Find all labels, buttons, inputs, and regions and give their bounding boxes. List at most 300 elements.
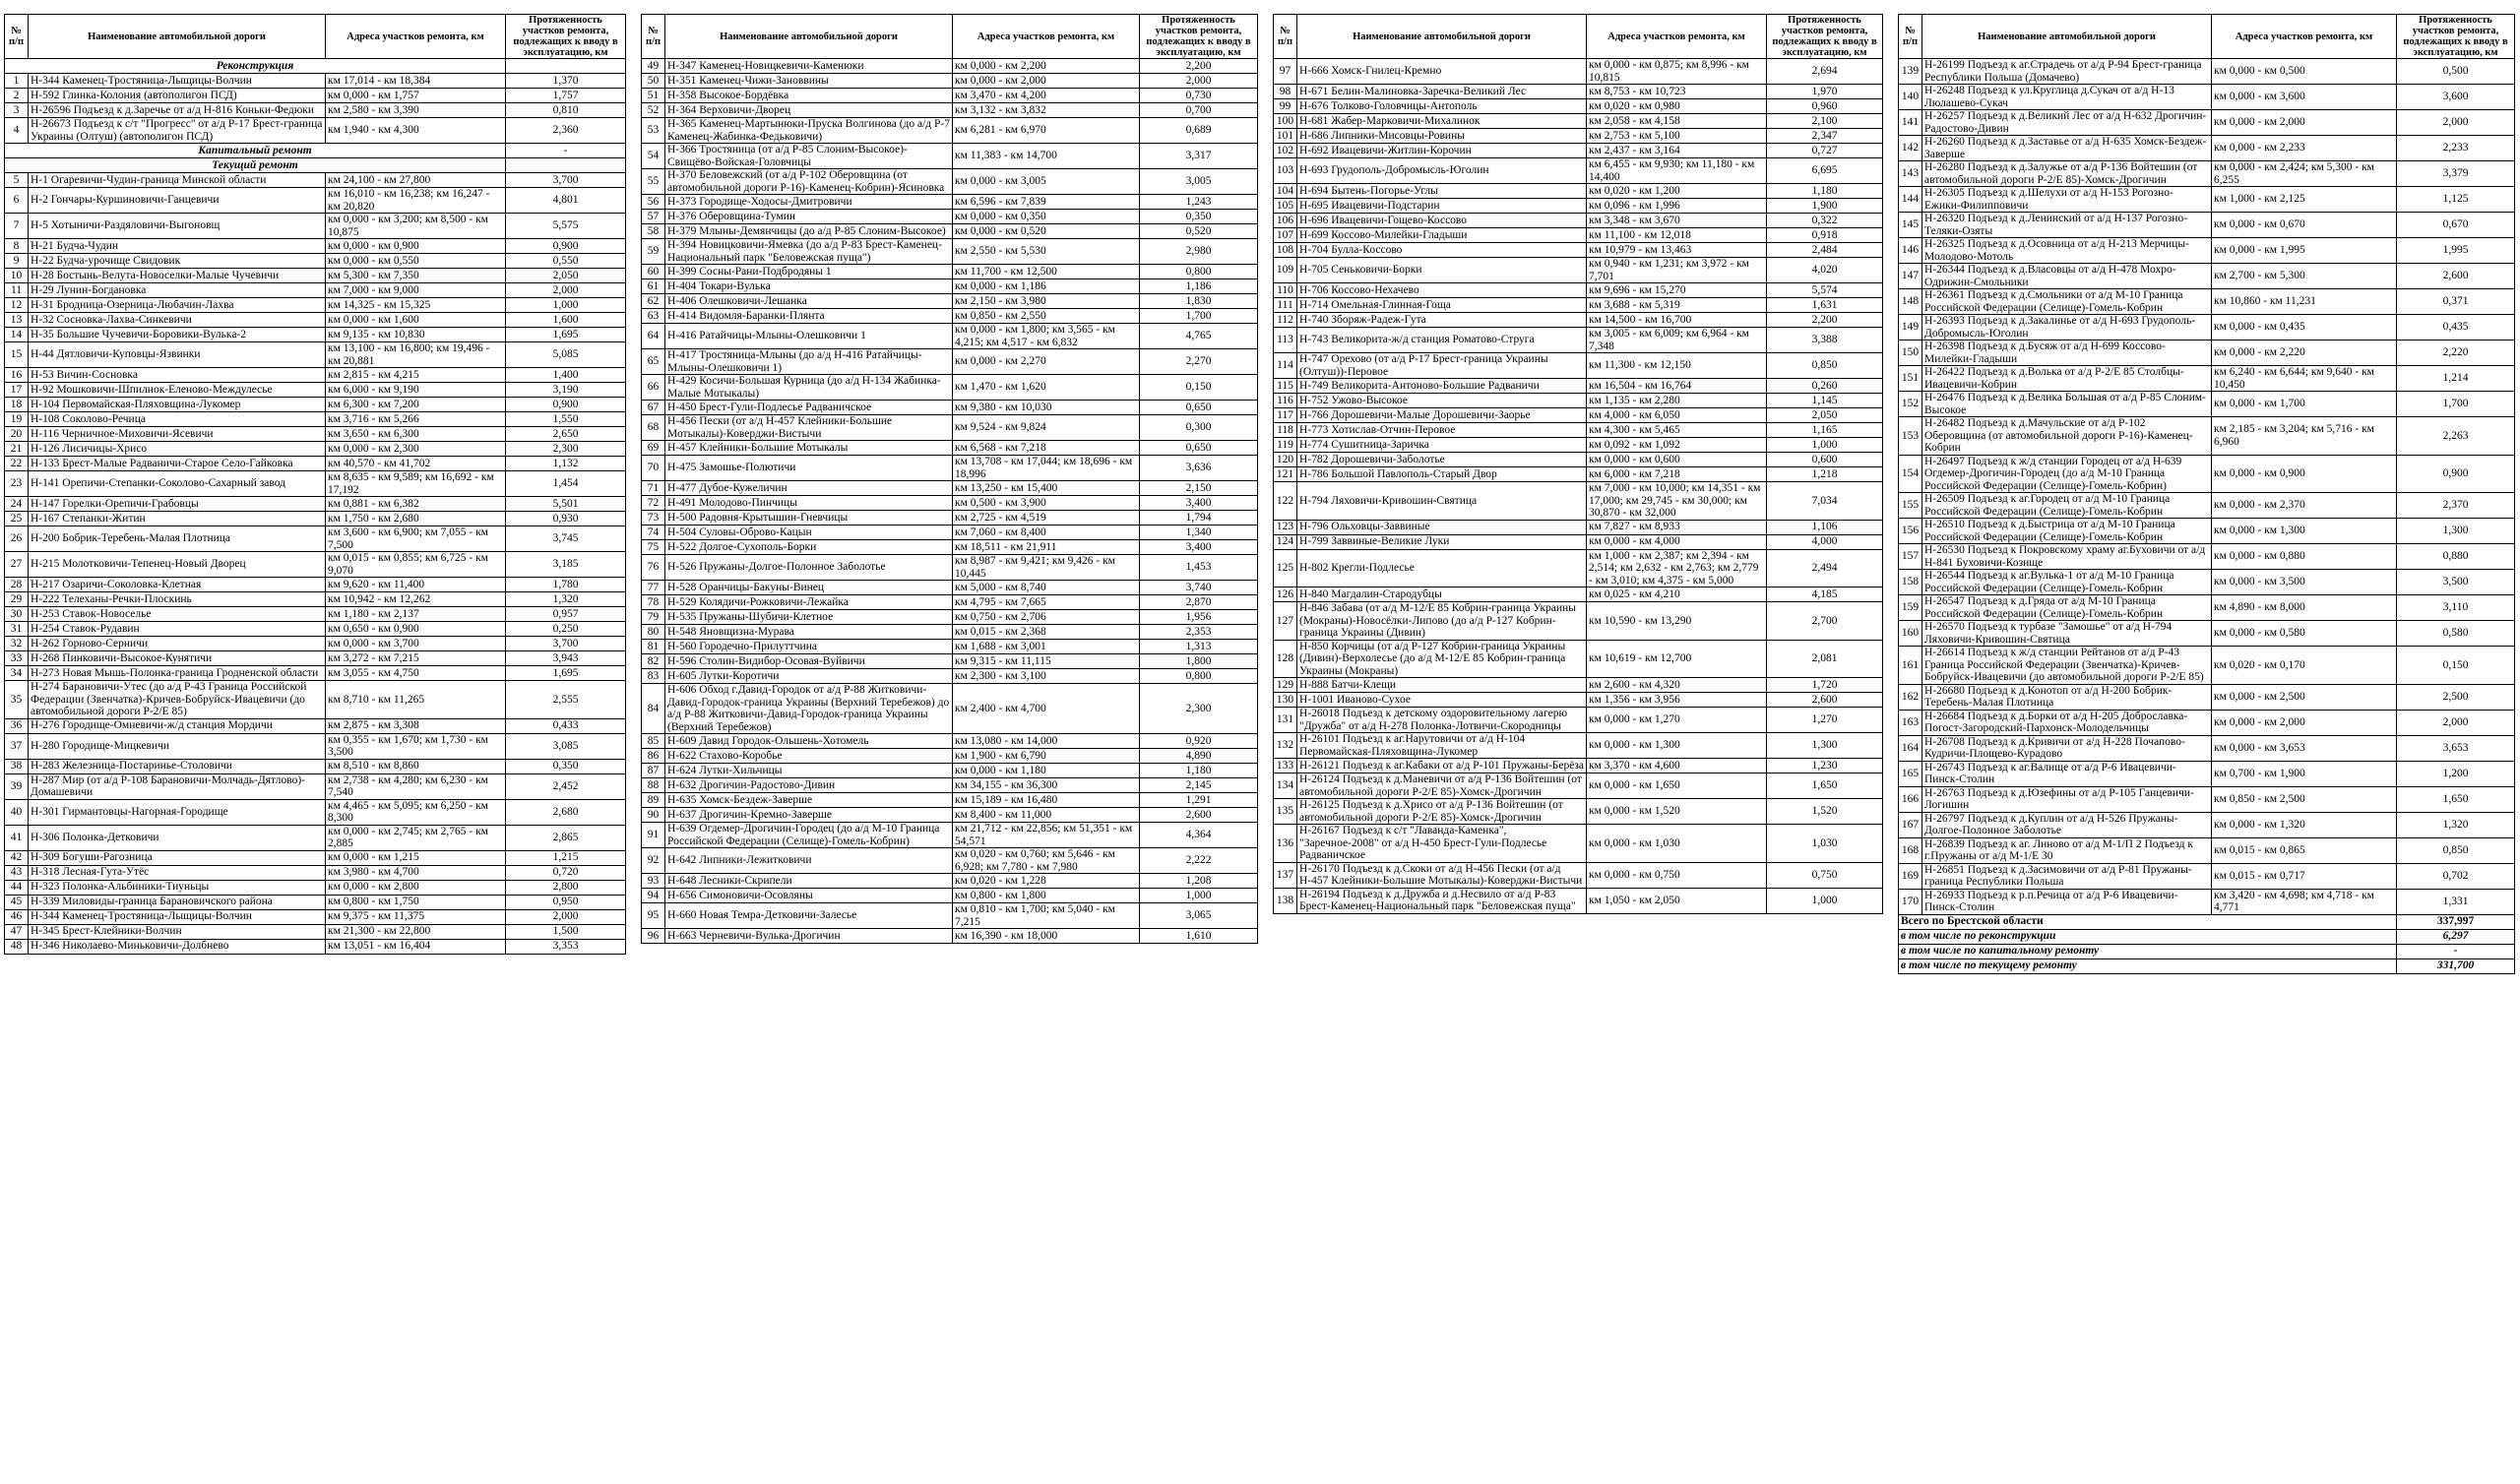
- addr-cell: км 8,510 - км 8,860: [326, 759, 506, 773]
- road-cell: Н-782 Дорошевичи-Заболотье: [1297, 453, 1587, 467]
- addr-cell: км 2,738 - км 4,280; км 6,230 - км 7,540: [326, 773, 506, 799]
- road-cell: Н-766 Дорошевичи-Малые Дорошевичи-Заорье: [1297, 408, 1587, 423]
- length-cell: 1,000: [1140, 889, 1258, 903]
- addr-cell: км 1,135 - км 2,280: [1587, 394, 1767, 408]
- length-cell: 2,494: [1767, 549, 1883, 587]
- road-cell: Н-417 Тростяница-Млыны (до а/д Н-416 Ратайчицы-Млыны-Олешковичи 1): [665, 349, 953, 375]
- table-row: [642, 118, 1258, 144]
- length-cell: 1,291: [1140, 793, 1258, 808]
- length-cell: 0,930: [506, 512, 626, 526]
- length-cell: 2,263: [2397, 417, 2515, 456]
- table-row: [5, 298, 626, 313]
- addr-cell: км 0,000 - км 1,030: [1587, 825, 1767, 863]
- road-cell: Н-283 Железница-Постаринье-Столовичи: [29, 759, 326, 773]
- table-row: [1274, 184, 1883, 199]
- road-cell: Н-414 Видомля-Баранки-Плянта: [665, 309, 953, 324]
- num-cell: 70: [642, 456, 665, 481]
- addr-cell: км 13,708 - км 17,044; км 18,696 - км 18,996: [953, 456, 1140, 481]
- length-cell: 2,270: [1140, 349, 1258, 375]
- row-label: в том числе по реконструкции: [1899, 929, 2397, 944]
- length-cell: 2,222: [1140, 848, 1258, 874]
- num-cell: 124: [1274, 534, 1297, 549]
- length-cell: 3,005: [1140, 169, 1258, 195]
- num-cell: 141: [1899, 110, 1922, 136]
- addr-cell: км 2,150 - км 3,980: [953, 294, 1140, 309]
- addr-cell: км 13,250 - км 15,400: [953, 481, 1140, 496]
- num-cell: 11: [5, 283, 29, 298]
- length-cell: 1,631: [1767, 298, 1883, 313]
- table-header-row: [1899, 15, 2515, 59]
- road-cell: Н-548 Яновщизна-Мурава: [665, 625, 953, 640]
- length-cell: 1,132: [506, 457, 626, 471]
- table-row: [1899, 621, 2515, 647]
- table-row: [5, 471, 626, 497]
- table-row: [642, 496, 1258, 511]
- num-cell: 15: [5, 342, 29, 368]
- num-cell: 105: [1274, 199, 1297, 214]
- addr-cell: км 2,725 - км 4,519: [953, 511, 1140, 526]
- length-cell: 337,997: [2397, 914, 2515, 929]
- num-cell: 119: [1274, 438, 1297, 453]
- addr-cell: км 8,400 - км 11,000: [953, 808, 1140, 823]
- addr-cell: км 0,020 - км 1,228: [953, 874, 1140, 889]
- num-cell: 132: [1274, 733, 1297, 759]
- length-cell: 1,610: [1140, 929, 1258, 944]
- table-row: [5, 865, 626, 880]
- length-cell: 3,317: [1140, 144, 1258, 169]
- addr-cell: км 40,570 - км 41,702: [326, 457, 506, 471]
- table-row: [1899, 161, 2515, 187]
- road-cell: Н-26325 Подъезд к д.Осовница от а/д Н-213 Мерчицы-Молодово-Мотоль: [1922, 238, 2212, 264]
- num-cell: 170: [1899, 889, 1922, 914]
- road-cell: Н-280 Городище-Мицкевичи: [29, 733, 326, 759]
- length-cell: 2,233: [2397, 136, 2515, 161]
- addr-cell: км 4,465 - км 5,095; км 6,250 - км 8,300: [326, 799, 506, 825]
- addr-cell: км 8,987 - км 9,421; км 9,426 - км 10,445: [953, 555, 1140, 581]
- length-cell: 2,050: [506, 269, 626, 283]
- road-cell: Н-147 Горелки-Орепичи-Грабовцы: [29, 497, 326, 512]
- road-cell: Н-26708 Подъезд к д.Кривичи от а/д Н-228 Почапово-Кудричи-Площево-Курадово: [1922, 735, 2212, 761]
- length-cell: 0,371: [2397, 289, 2515, 315]
- length-cell: 2,700: [1767, 602, 1883, 641]
- length-cell: 0,920: [1140, 734, 1258, 749]
- road-cell: Н-92 Мошковичи-Шпилнок-Еленово-Междулесье: [29, 383, 326, 398]
- num-cell: 16: [5, 368, 29, 383]
- table-row: [5, 681, 626, 719]
- length-cell: 2,555: [506, 681, 626, 719]
- num-cell: 162: [1899, 684, 1922, 710]
- table-row: [5, 637, 626, 651]
- length-cell: 1,650: [2397, 786, 2515, 812]
- length-cell: 1,500: [506, 924, 626, 939]
- table-row: [5, 412, 626, 427]
- addr-cell: км 0,800 - км 1,800: [953, 889, 1140, 903]
- table-row: [1274, 759, 1883, 773]
- addr-cell: км 1,050 - км 2,050: [1587, 888, 1767, 913]
- road-cell: Н-624 Лутки-Хильчицы: [665, 764, 953, 778]
- table-row: [1274, 129, 1883, 144]
- length-cell: 2,360: [506, 118, 626, 144]
- num-cell: 37: [5, 733, 29, 759]
- road-cell: Н-26614 Подъезд к ж/д станции Рейтанов от а/д Р-43 Граница Российской Федерации (Звенчатка)-Кричев-Бобруйск-Ивацевичи (до автомобильной дороги Р-2/Е 85): [1922, 647, 2212, 685]
- length-cell: 0,260: [1767, 379, 1883, 394]
- num-cell: 97: [1274, 59, 1297, 85]
- length-cell: 1,695: [506, 666, 626, 681]
- road-cell: Н-605 Лутки-Коротичи: [665, 669, 953, 684]
- addr-cell: км 3,420 - км 4,698; км 4,718 - км 4,771: [2212, 889, 2397, 914]
- addr-cell: км 3,005 - км 6,009; км 6,964 - км 7,348: [1587, 328, 1767, 353]
- table-row: [1274, 453, 1883, 467]
- road-cell: Н-642 Липники-Лежитковичи: [665, 848, 953, 874]
- table-row: [5, 607, 626, 622]
- road-cell: Н-373 Городище-Ходосы-Дмитровичи: [665, 195, 953, 210]
- table-row: [642, 59, 1258, 74]
- num-cell: 30: [5, 607, 29, 622]
- num-cell: 2: [5, 89, 29, 103]
- num-cell: 49: [642, 59, 665, 74]
- length-cell: 2,600: [1767, 693, 1883, 708]
- length-cell: 1,030: [1767, 825, 1883, 863]
- table-row: [5, 895, 626, 909]
- road-cell: Н-26763 Подъезд к д.Юзефины от а/д Р-105 Ганцевичи-Логишин: [1922, 786, 2212, 812]
- num-cell: 34: [5, 666, 29, 681]
- length-cell: 2,452: [506, 773, 626, 799]
- num-cell: 58: [642, 224, 665, 239]
- addr-cell: км 2,058 - км 4,158: [1587, 114, 1767, 129]
- road-cell: Н-26361 Подъезд к д.Смольники от а/д М-10 Граница Российской Федерации (Селище)-Гомель-Кобрин: [1922, 289, 2212, 315]
- length-cell: 0,850: [1767, 353, 1883, 379]
- road-cell: Н-21 Будча-Чудин: [29, 239, 326, 254]
- table-row: [1274, 328, 1883, 353]
- table-column-4: [1898, 14, 2514, 974]
- num-cell: 168: [1899, 837, 1922, 863]
- section-row: [5, 144, 626, 158]
- addr-cell: км 3,470 - км 4,200: [953, 89, 1140, 103]
- table-row: [1899, 238, 2515, 264]
- table-row: [642, 239, 1258, 265]
- road-cell: Н-301 Гирмантовцы-Нагорная-Городище: [29, 799, 326, 825]
- addr-cell: км 4,300 - км 5,465: [1587, 423, 1767, 438]
- length-cell: 2,980: [1140, 239, 1258, 265]
- num-cell: 72: [642, 496, 665, 511]
- road-cell: Н-26839 Подъезд к аг. Линово от а/д М-1/П 2 Подъезд к г.Пружаны от а/д М-1/Е 30: [1922, 837, 2212, 863]
- header-addr: Адреса участков ремонта, км: [1587, 15, 1767, 59]
- table-row: [5, 759, 626, 773]
- num-cell: 161: [1899, 647, 1922, 685]
- table-row: [1899, 392, 2515, 417]
- addr-cell: км 1,356 - км 3,956: [1587, 693, 1767, 708]
- addr-cell: км 8,635 - км 9,589; км 16,692 - км 17,192: [326, 471, 506, 497]
- road-cell: Н-535 Пружаны-Шубичи-Клетное: [665, 610, 953, 625]
- addr-cell: км 0,000 - км 1,520: [1587, 799, 1767, 825]
- length-cell: 6,297: [2397, 929, 2515, 944]
- addr-cell: км 0,940 - км 1,231; км 3,972 - км 7,701: [1587, 258, 1767, 283]
- num-cell: 136: [1274, 825, 1297, 863]
- length-cell: 1,214: [2397, 366, 2515, 392]
- row-label: в том числе по текущему ремонту: [1899, 958, 2397, 973]
- length-cell: 0,730: [1140, 89, 1258, 103]
- table-row: [5, 398, 626, 412]
- table-row: [5, 442, 626, 457]
- addr-cell: км 6,000 - км 9,190: [326, 383, 506, 398]
- length-cell: 2,300: [506, 442, 626, 457]
- table-row: [1899, 889, 2515, 914]
- road-cell: Н-26167 Подъезд к с/т "Лаванда-Каменка", "Заречное-2008" от а/д Н-450 Брест-Гули-Подлесье Радваничское: [1297, 825, 1587, 863]
- num-cell: 57: [642, 210, 665, 224]
- num-cell: 109: [1274, 258, 1297, 283]
- length-cell: 0,720: [506, 865, 626, 880]
- length-cell: 1,700: [2397, 392, 2515, 417]
- length-cell: 0,300: [1140, 415, 1258, 441]
- table-row: [5, 799, 626, 825]
- addr-cell: км 11,700 - км 12,500: [953, 265, 1140, 279]
- addr-cell: км 0,000 - км 2,000: [2212, 710, 2397, 735]
- road-cell: Н-794 Ляховичи-Кривошин-Святица: [1297, 482, 1587, 521]
- num-cell: 5: [5, 173, 29, 188]
- addr-cell: км 18,511 - км 21,911: [953, 540, 1140, 555]
- num-cell: 53: [642, 118, 665, 144]
- table-row: [1899, 837, 2515, 863]
- addr-cell: км 9,375 - км 11,375: [326, 909, 506, 924]
- num-cell: 46: [5, 909, 29, 924]
- addr-cell: км 9,620 - км 11,400: [326, 578, 506, 592]
- table-row: [5, 850, 626, 865]
- addr-cell: км 2,437 - км 3,164: [1587, 144, 1767, 158]
- length-cell: 0,750: [1767, 862, 1883, 888]
- road-cell: Н-26320 Подъезд к д.Ленинский от а/д Н-137 Рогозно-Теляки-Озяты: [1922, 213, 2212, 238]
- table-column-2: [641, 14, 1257, 944]
- road-cell: Н-53 Вичин-Сосновка: [29, 368, 326, 383]
- road-cell: Н-694 Бытень-Погорье-Углы: [1297, 184, 1587, 199]
- table-row: [642, 808, 1258, 823]
- addr-cell: км 0,000 - км 2,270: [953, 349, 1140, 375]
- length-cell: 2,347: [1767, 129, 1883, 144]
- table-row: [1274, 708, 1883, 733]
- road-cell: Н-656 Симоновичи-Осовляны: [665, 889, 953, 903]
- section-row: [5, 158, 626, 173]
- addr-cell: км 0,650 - км 0,900: [326, 622, 506, 637]
- num-cell: 150: [1899, 340, 1922, 366]
- table-row: [1274, 228, 1883, 243]
- num-cell: 1: [5, 74, 29, 89]
- road-cell: Н-26476 Подъезд к д.Велика Большая от а/д Р-85 Слоним-Высокое: [1922, 392, 2212, 417]
- num-cell: 151: [1899, 366, 1922, 392]
- table-row: [642, 144, 1258, 169]
- addr-cell: км 0,000 - км 0,750: [1587, 862, 1767, 888]
- length-cell: 4,000: [1767, 534, 1883, 549]
- road-cell: Н-26544 Подъезд к аг.Вулька-1 от а/д М-10 Граница Российской Федерации (Селище)-Гомель-Кобрин: [1922, 570, 2212, 595]
- length-cell: 1,300: [1767, 733, 1883, 759]
- num-cell: 65: [642, 349, 665, 375]
- addr-cell: км 3,716 - км 5,266: [326, 412, 506, 427]
- road-cell: Н-32 Сосновка-Лахва-Синкевичи: [29, 313, 326, 328]
- length-cell: 2,353: [1140, 625, 1258, 640]
- road-cell: Н-365 Каменец-Мартынюки-Пруска Волгинова (до а/д Р-7 Каменец-Жабинка-Федьковичи): [665, 118, 953, 144]
- road-cell: Н-26684 Подъезд к д.Борки от а/д Н-205 Доброславка-Погост-Загородский-Пархонск-Молодельчицы: [1922, 710, 2212, 735]
- num-cell: 166: [1899, 786, 1922, 812]
- num-cell: 33: [5, 651, 29, 666]
- table-row: [1899, 735, 2515, 761]
- length-cell: 2,220: [2397, 340, 2515, 366]
- road-cell: Н-404 Токари-Вулька: [665, 279, 953, 294]
- length-cell: 0,960: [1767, 99, 1883, 114]
- num-cell: 158: [1899, 570, 1922, 595]
- length-cell: 0,900: [506, 239, 626, 254]
- table-row: [642, 654, 1258, 669]
- road-cell: Н-2 Гончары-Куршиновичи-Ганцевичи: [29, 188, 326, 214]
- table-row: [5, 342, 626, 368]
- num-cell: 146: [1899, 238, 1922, 264]
- num-cell: 55: [642, 169, 665, 195]
- road-cell: Н-666 Хомск-Гнилец-Кремно: [1297, 59, 1587, 85]
- table-row: [1274, 394, 1883, 408]
- num-cell: 99: [1274, 99, 1297, 114]
- length-cell: 1,300: [2397, 519, 2515, 544]
- table-row: [1899, 59, 2515, 85]
- num-cell: 83: [642, 669, 665, 684]
- addr-cell: км 0,000 - км 3,653: [2212, 735, 2397, 761]
- addr-cell: км 0,000 - км 0,900: [2212, 455, 2397, 493]
- length-cell: 6,695: [1767, 158, 1883, 184]
- table-row: [642, 823, 1258, 848]
- addr-cell: км 5,000 - км 8,740: [953, 581, 1140, 595]
- header-road: Наименование автомобильной дороги: [29, 15, 326, 59]
- road-cell: Н-1001 Иваново-Сухое: [1297, 693, 1587, 708]
- table-row: [5, 622, 626, 637]
- table-row: [642, 610, 1258, 625]
- road-cell: Н-26851 Подъезд к д.Засимовичи от а/д Р-81 Пружаны-граница Республики Польша: [1922, 863, 2212, 889]
- road-cell: Н-370 Беловежский (от а/д Р-102 Оберовщина (от автомобильной дороги Р-16)-Каменец-Кобрин)-Ясиновка: [665, 169, 953, 195]
- addr-cell: км 0,000 - км 0,350: [953, 210, 1140, 224]
- addr-cell: км 1,180 - км 2,137: [326, 607, 506, 622]
- length-cell: 1,520: [1767, 799, 1883, 825]
- length-cell: 4,765: [1140, 324, 1258, 349]
- road-cell: Н-26199 Подъезд к аг.Страдечь от а/д Р-94 Брест-граница Республики Польша (Домачево): [1922, 59, 2212, 85]
- table-row: [1274, 640, 1883, 678]
- addr-cell: км 1,940 - км 4,300: [326, 118, 506, 144]
- length-cell: 5,085: [506, 342, 626, 368]
- addr-cell: км 0,850 - км 2,500: [2212, 786, 2397, 812]
- road-cell: Н-344 Каменец-Тростяница-Лыщицы-Волчин: [29, 909, 326, 924]
- addr-cell: км 3,980 - км 4,700: [326, 865, 506, 880]
- table-row: [5, 74, 626, 89]
- addr-cell: км 1,750 - км 2,680: [326, 512, 506, 526]
- road-cell: Н-606 Обход г.Давид-Городок от а/д Р-88 Житковичи-Давид-Городок-граница Украины (Верхний Теребежов) до а/д Р-88 Житковичи-Давид-Городок-граница Украины (Верхний Теребежов): [665, 684, 953, 734]
- num-cell: 163: [1899, 710, 1922, 735]
- length-cell: 1,695: [506, 328, 626, 342]
- road-cell: Н-475 Замошье-Полютичи: [665, 456, 953, 481]
- subtotal-row: [1899, 958, 2515, 973]
- length-cell: 1,200: [2397, 761, 2515, 786]
- road-cell: Н-635 Хомск-Бездеж-Заверше: [665, 793, 953, 808]
- table-row: [1274, 799, 1883, 825]
- length-cell: 1,956: [1140, 610, 1258, 625]
- num-cell: 78: [642, 595, 665, 610]
- header-length: Протяженность участков ремонта, подлежащих к вводу в эксплуатацию, км: [506, 15, 626, 59]
- road-cell: Н-676 Толково-Головчицы-Антополь: [1297, 99, 1587, 114]
- length-cell: 1,000: [506, 298, 626, 313]
- road-cell: Н-416 Ратайчицы-Млыны-Олешковичи 1: [665, 324, 953, 349]
- table-row: [642, 684, 1258, 734]
- length-cell: 3,653: [2397, 735, 2515, 761]
- table-row: [5, 578, 626, 592]
- length-cell: 0,500: [2397, 59, 2515, 85]
- length-cell: 4,364: [1140, 823, 1258, 848]
- table-row: [1274, 243, 1883, 258]
- num-cell: 152: [1899, 392, 1922, 417]
- table-row: [5, 909, 626, 924]
- table-row: [642, 511, 1258, 526]
- num-cell: 125: [1274, 549, 1297, 587]
- length-cell: 3,065: [1140, 903, 1258, 929]
- num-cell: 44: [5, 880, 29, 895]
- length-cell: 1,453: [1140, 555, 1258, 581]
- addr-cell: км 7,000 - км 10,000; км 14,351 - км 17,000; км 29,745 - км 30,000; км 30,870 - км 32,000: [1587, 482, 1767, 521]
- table-row: [642, 265, 1258, 279]
- length-cell: 2,600: [1140, 808, 1258, 823]
- road-cell: Н-774 Сушитница-Заричка: [1297, 438, 1587, 453]
- table-row: [1899, 710, 2515, 735]
- addr-cell: км 2,815 - км 4,215: [326, 368, 506, 383]
- table-row: [1899, 786, 2515, 812]
- addr-cell: км 17,014 - км 18,384: [326, 74, 506, 89]
- length-cell: 1,180: [1140, 764, 1258, 778]
- table-row: [642, 848, 1258, 874]
- table-row: [5, 924, 626, 939]
- table-row: [5, 283, 626, 298]
- header-num: № п/п: [1899, 15, 1922, 59]
- num-cell: 71: [642, 481, 665, 496]
- length-cell: 3,636: [1140, 456, 1258, 481]
- addr-cell: км 16,010 - км 16,238; км 16,247 - км 20,820: [326, 188, 506, 214]
- length-cell: 2,800: [506, 880, 626, 895]
- road-cell: Н-596 Столин-Видибор-Осовая-Вуйвичи: [665, 654, 953, 669]
- header-length: Протяженность участков ремонта, подлежащих к вводу в эксплуатацию, км: [1140, 15, 1258, 59]
- num-cell: 27: [5, 552, 29, 578]
- table-row: [642, 581, 1258, 595]
- table-row: [1899, 289, 2515, 315]
- length-cell: 2,300: [1140, 684, 1258, 734]
- num-cell: 51: [642, 89, 665, 103]
- length-cell: 1,800: [1140, 654, 1258, 669]
- table-row: [1899, 315, 2515, 340]
- addr-cell: км 10,942 - км 12,262: [326, 592, 506, 607]
- num-cell: 23: [5, 471, 29, 497]
- road-cell: Н-200 Бобрик-Теребень-Малая Плотница: [29, 526, 326, 552]
- length-cell: 2,100: [1767, 114, 1883, 129]
- road-cell: Н-456 Пески (от а/д Н-457 Клейники-Большие Мотыкалы)-Коверджи-Вистычи: [665, 415, 953, 441]
- num-cell: 9: [5, 254, 29, 269]
- addr-cell: км 0,000 - км 1,320: [2212, 812, 2397, 837]
- road-cell: Н-364 Верховичи-Дворец: [665, 103, 953, 118]
- addr-cell: км 0,015 - км 2,368: [953, 625, 1140, 640]
- num-cell: 25: [5, 512, 29, 526]
- road-cell: Н-671 Белин-Малиновка-Заречка-Великий Лес: [1297, 85, 1587, 99]
- addr-cell: км 0,000 - км 1,700: [2212, 392, 2397, 417]
- num-cell: 7: [5, 214, 29, 239]
- table-row: [1274, 199, 1883, 214]
- length-cell: [506, 59, 626, 74]
- table-row: [5, 733, 626, 759]
- num-cell: 138: [1274, 888, 1297, 913]
- table-row: [642, 309, 1258, 324]
- table-row: [1274, 520, 1883, 534]
- table-row: [1274, 283, 1883, 298]
- length-cell: 1,186: [1140, 279, 1258, 294]
- addr-cell: км 6,596 - км 7,839: [953, 195, 1140, 210]
- length-cell: 1,000: [1767, 438, 1883, 453]
- addr-cell: км 0,020 - км 0,170: [2212, 647, 2397, 685]
